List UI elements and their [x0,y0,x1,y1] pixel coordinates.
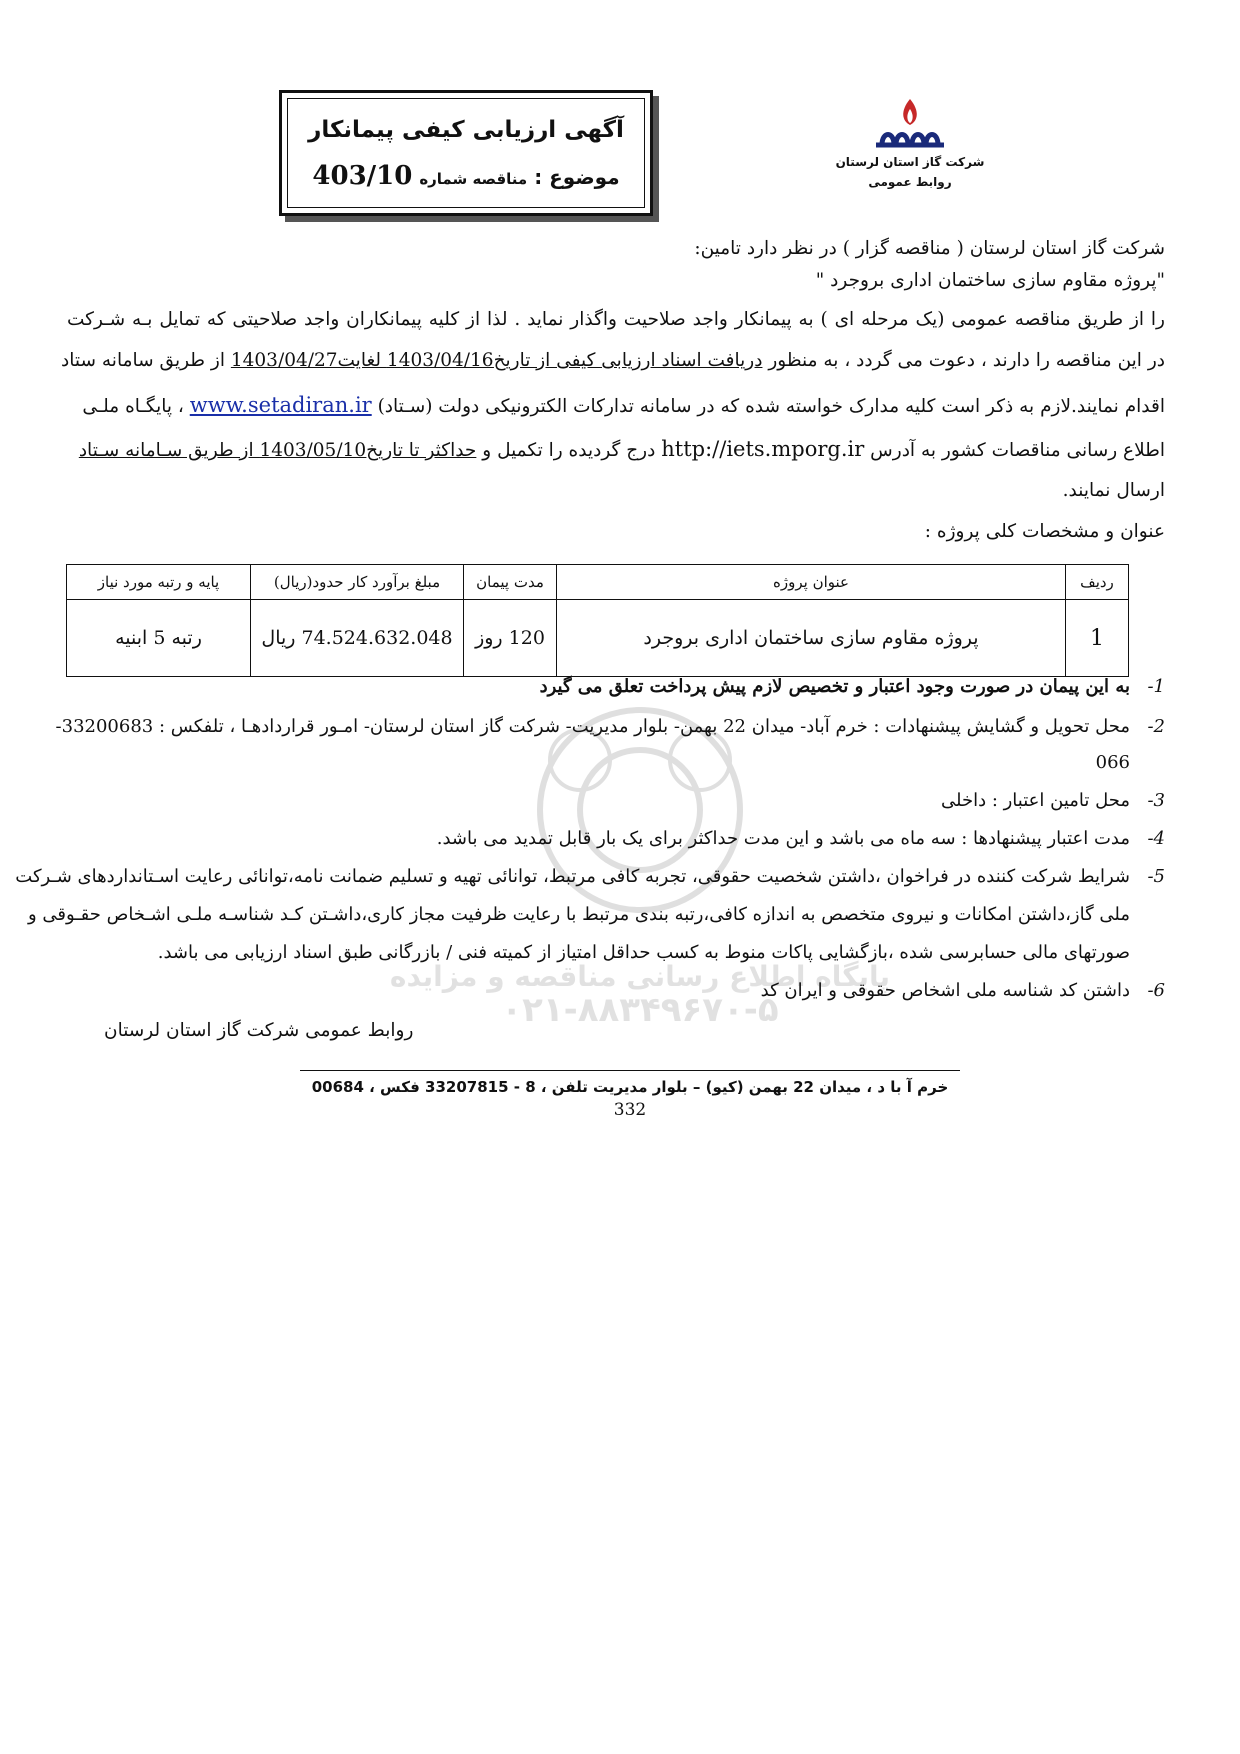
footer-divider [300,1070,960,1071]
deadline-date: حداکثر تا تاریخ1403/05/10 از طریق سـامانه سـتاد [78,440,477,461]
subject-label: موضوع : [534,165,620,189]
item-number: -3 [1147,790,1165,811]
item-text-continued: ملی گاز،داشتن امکانات و نیروی متخصص به اندازه کافی،رتبه بندی مرتبط با رعایت ظرفیت مجاز کاری،داشـتن کـد شناسـه ملـی اشـخاص حقـوقی و [28,904,1130,925]
intro-line-5 [67,393,1165,417]
item-number: -6 [1147,980,1165,1001]
notice-title-box [279,90,653,216]
item-number: -4 [1147,828,1165,849]
company-logo [830,95,990,205]
header-grade: پایه و رتبه مورد نیاز [67,565,251,600]
tender-number: 403/10 [312,161,413,191]
header-estimate: مبلغ برآورد کار حدود(ریال) [251,565,464,600]
cell-grade: رتبه 5 ابنیه [67,600,251,677]
header-duration: مدت پیمان [464,565,557,600]
intro-line-4 [61,350,1165,371]
item-text: مدت اعتبار پیشنهادها : سه ماه می باشد و این مدت حداکثر برای یک بار قابل تمدید می باشد. [436,828,1130,849]
intro-line-5-start: اقدام نمایند.لازم به ذکر است کلیه مدارک خواسته شده که در سامانه تدارکات الکترونیکی دولت (سـتاد) [377,396,1165,417]
signature: روابط عمومی شرکت گاز استان لرستان [104,1020,414,1041]
item-number: -1 [1147,676,1165,697]
item-text: به این پیمان در صورت وجود اعتبار و تخصیص لازم پیش پرداخت تعلق می گیرد [539,676,1130,697]
table-row [67,600,1129,677]
tender-label: مناقصه شماره [419,170,528,188]
document-dates: دریافت اسناد ارزیابی کیفی از تاریخ1403/04/16 لغایت1403/04/27 [230,350,763,371]
notice-title: آگهی ارزیابی کیفی پیمانکار [308,117,624,143]
item-text: داشتن کد شناسه ملی اشخاص حقوقی و ایران کد [760,980,1130,1001]
item-text: محل تحویل و گشایش پیشنهادات : خرم آباد- میدان 22 بهمن- بلوار مدیریت- شرکت گاز استان لرستان- امـور قراردادهـا ، تلفکس : 33200683- [55,716,1130,737]
item-text: شرایط شرکت کننده در فراخوان ،داشتن شخصیت حقوقی، تجربه کافی مرتبط، توانائی تهیه و تسلیم ضمانت نامه،توانائی رعایت اسـتانداردهای شـرکت [15,866,1130,887]
item-text-continued: صورتهای مالی حسابرسی شده ،بازگشایی پاکات منوط به کسب حداقل امتیاز از کمیته فنی / بازرگانی طبق اسناد ارزیابی می باشد. [157,942,1130,963]
intro-line-3: را از طریق مناقصه عمومی (یک مرحله ای ) به پیمانکار واجد صلاحیت واگذار نماید . لذا از کلیه پیمانکاران واجد صلاحیتی که تمایل بـه شـرکت [67,309,1165,330]
project-table [66,564,1129,677]
intro-line-6-mid: درج گردیده را تکمیل و [482,440,656,461]
intro-line-2: "پروژه مقاوم سازی ساختمان اداری بروجرد " [815,270,1165,291]
watermark-text: پایگاه اطلاع رسانی مناقصه و مزایده [389,960,891,993]
intro-line-6 [67,437,1165,461]
cell-duration: 120 روز [464,600,557,677]
header-project-title: عنوان پروژه [557,565,1066,600]
cell-row-number: 1 [1066,600,1129,677]
intro-line-5-end: ، پایگـاه ملـی [82,396,184,417]
tender-subject [288,161,644,191]
intro-line-4-end: از طریق سامانه ستاد [61,350,225,371]
project-section-label: عنوان و مشخصات کلی پروژه : [924,521,1165,542]
watermark-phone: ۰۲۱-۸۸۳۴۹۶۷۰-۵ [501,990,779,1030]
logo-company-name: شرکت گاز استان لرستان [835,155,985,169]
intro-line-1: شرکت گاز استان لرستان ( مناقصه گزار ) در نظر دارد تامین: [694,238,1165,259]
logo-department: روابط عمومی [868,175,952,189]
footer-address: خرم آ با د ، میدان 22 بهمن (کیو) – بلوار مدیریت تلفن ، 8 - 33207815 فکس ، 00684 [311,1078,949,1096]
gas-flame-icon [830,95,990,155]
item-number: -5 [1147,866,1165,887]
intro-line-4-start: در این مناقصه را دارند ، دعوت می گردد ، به منظور [768,350,1165,371]
intro-line-6-start: اطلاع رسانی مناقصات کشور به آدرس [870,440,1165,461]
watermark [380,700,900,1030]
cell-project-title: پروژه مقاوم سازی ساختمان اداری بروجرد [557,600,1066,677]
item-number: -2 [1147,716,1165,737]
title-inner-frame [287,98,645,208]
header-row-number: ردیف [1066,565,1129,600]
page-number: 332 [613,1100,647,1120]
table-header-row [67,565,1129,600]
item-text-continued: 066 [1095,752,1130,773]
setadiran-link[interactable]: www.setadiran.ir [189,393,372,417]
intro-line-7: ارسال نمایند. [1062,480,1165,501]
iets-url[interactable]: http://iets.mporg.ir [661,437,865,461]
cell-estimate: 74.524.632.048 ریال [251,600,464,677]
item-text: محل تامین اعتبار : داخلی [941,790,1130,811]
